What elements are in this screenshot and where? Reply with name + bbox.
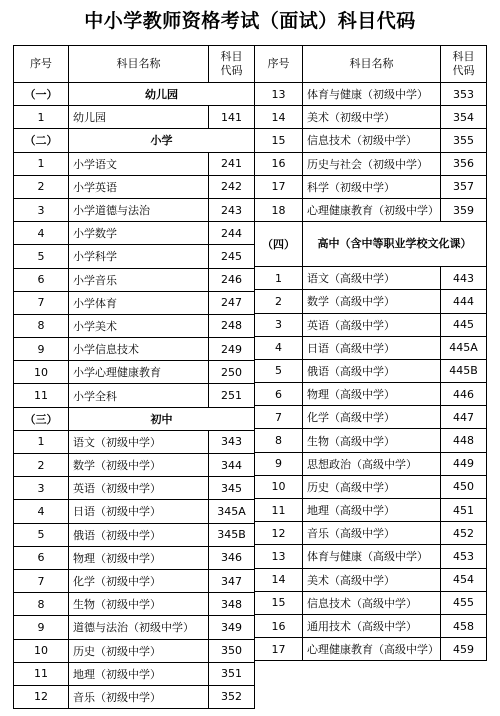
table-body-left [14,46,255,709]
section-row [14,83,255,106]
table-row [14,245,255,268]
seq-cell: 7 [14,569,69,592]
subject-code-cell: 343 [209,430,255,453]
subject-code-cell: 351 [209,662,255,685]
seq-cell: 6 [255,383,303,406]
seq-cell: 11 [14,384,69,407]
table-row [255,545,487,568]
seq-cell: 9 [255,452,303,475]
seq-cell: 1 [255,267,303,290]
subject-name-cell: 小学数学 [69,222,209,245]
seq-cell: 14 [255,106,303,129]
table-row [255,175,487,198]
table-row [255,452,487,475]
header-row [255,46,487,83]
subject-code-cell: 449 [441,452,487,475]
subject-code-cell: 359 [441,198,487,221]
header-code: 科目 代码 [441,46,487,83]
seq-cell: 10 [14,361,69,384]
subject-code-cell: 356 [441,152,487,175]
subject-code-cell: 353 [441,83,487,106]
seq-cell: 12 [255,522,303,545]
seq-cell: 3 [255,313,303,336]
subject-name-cell: 小学科学 [69,245,209,268]
seq-cell: 6 [14,268,69,291]
subject-code-cell: 445B [441,359,487,382]
section-title: 初中 [69,407,255,430]
subject-code-cell: 344 [209,454,255,477]
header-seq: 序号 [255,46,303,83]
table-body-right [255,46,487,661]
subject-name-cell: 生物（高级中学） [303,429,441,452]
subject-code-cell: 452 [441,522,487,545]
subject-code-cell: 354 [441,106,487,129]
header-name: 科目名称 [69,46,209,83]
table-row [14,268,255,291]
subject-name-cell: 体育与健康（初级中学） [303,83,441,106]
subject-name-cell: 俄语（初级中学） [69,523,209,546]
seq-cell: 11 [14,662,69,685]
subject-name-cell: 思想政治（高级中学） [303,452,441,475]
seq-cell: 12 [14,685,69,708]
table-row [14,314,255,337]
subject-name-cell: 科学（初级中学） [303,175,441,198]
header-name: 科目名称 [303,46,441,83]
subject-code-cell: 444 [441,290,487,313]
subject-code-cell: 242 [209,175,255,198]
subject-name-cell: 日语（初级中学） [69,500,209,523]
subject-name-cell: 语文（初级中学） [69,430,209,453]
table-row [14,338,255,361]
seq-cell: 14 [255,568,303,591]
seq-cell: 2 [255,290,303,313]
section-row [14,407,255,430]
subject-name-cell: 小学美术 [69,314,209,337]
table-row [255,499,487,522]
section-row [255,222,487,267]
seq-cell: 7 [14,291,69,314]
table-row [255,614,487,637]
subject-name-cell: 数学（初级中学） [69,454,209,477]
subject-name-cell: 化学（高级中学） [303,406,441,429]
subject-name-cell: 音乐（高级中学） [303,522,441,545]
seq-cell: 5 [255,359,303,382]
subject-name-cell: 小学体育 [69,291,209,314]
subject-code-cell: 248 [209,314,255,337]
table-row [14,616,255,639]
subject-code-cell: 352 [209,685,255,708]
subject-name-cell: 美术（高级中学） [303,568,441,591]
table-row [255,522,487,545]
subject-code-cell: 347 [209,569,255,592]
subject-code-cell: 357 [441,175,487,198]
seq-cell: 17 [255,638,303,661]
seq-cell: 9 [14,616,69,639]
subject-name-cell: 信息技术（高级中学） [303,591,441,614]
table-row [255,267,487,290]
table-row [14,546,255,569]
subject-name-cell: 通用技术（高级中学） [303,614,441,637]
subject-code-cell: 250 [209,361,255,384]
section-label: （一） [14,83,69,106]
section-row [14,129,255,152]
seq-cell: 9 [14,338,69,361]
subject-code-cell: 459 [441,638,487,661]
seq-cell: 16 [255,152,303,175]
table-row [255,106,487,129]
table-row [255,83,487,106]
table-row [14,361,255,384]
seq-cell: 17 [255,175,303,198]
table-row [255,359,487,382]
subject-name-cell: 幼儿园 [69,106,209,129]
table-row [255,336,487,359]
subject-name-cell: 小学语文 [69,152,209,175]
seq-cell: 3 [14,198,69,221]
document-title: 中小学教师资格考试（面试）科目代码 [84,10,416,32]
table-row [14,291,255,314]
subject-code-cell: 453 [441,545,487,568]
table-row [255,475,487,498]
seq-cell: 1 [14,152,69,175]
subject-code-cell: 355 [441,129,487,152]
seq-cell: 3 [14,477,69,500]
seq-cell: 8 [14,593,69,616]
subject-code-cell: 350 [209,639,255,662]
seq-cell: 4 [14,500,69,523]
header-seq: 序号 [14,46,69,83]
subject-code-cell: 455 [441,591,487,614]
subject-name-cell: 英语（初级中学） [69,477,209,500]
subject-code-cell: 245 [209,245,255,268]
seq-cell: 8 [255,429,303,452]
subject-name-cell: 物理（高级中学） [303,383,441,406]
subject-name-cell: 美术（初级中学） [303,106,441,129]
seq-cell: 11 [255,499,303,522]
subject-name-cell: 心理健康教育（高级中学） [303,638,441,661]
table-row [255,591,487,614]
subject-code-cell: 443 [441,267,487,290]
table-row [255,638,487,661]
seq-cell: 5 [14,245,69,268]
subject-name-cell: 小学信息技术 [69,338,209,361]
section-title: 小学 [69,129,255,152]
table-row [14,593,255,616]
table-row [255,383,487,406]
subject-code-cell: 445 [441,313,487,336]
subject-name-cell: 小学英语 [69,175,209,198]
seq-cell: 10 [14,639,69,662]
seq-cell: 1 [14,106,69,129]
table-row [14,569,255,592]
table-row [14,523,255,546]
header-row [14,46,255,83]
subject-name-cell: 小学全科 [69,384,209,407]
seq-cell: 13 [255,83,303,106]
seq-cell: 15 [255,129,303,152]
table-row [255,129,487,152]
table-row [14,662,255,685]
subject-name-cell: 信息技术（初级中学） [303,129,441,152]
table-row [14,639,255,662]
subject-name-cell: 小学道德与法治 [69,198,209,221]
subject-code-table-right [254,45,487,661]
subject-name-cell: 小学音乐 [69,268,209,291]
table-row [14,106,255,129]
subject-name-cell: 道德与法治（初级中学） [69,616,209,639]
subject-code-cell: 241 [209,152,255,175]
subject-code-cell: 247 [209,291,255,314]
seq-cell: 4 [14,222,69,245]
subject-name-cell: 物理（初级中学） [69,546,209,569]
seq-cell: 5 [14,523,69,546]
subject-code-cell: 249 [209,338,255,361]
subject-name-cell: 地理（高级中学） [303,499,441,522]
table-row [14,384,255,407]
subject-code-cell: 445A [441,336,487,359]
subject-code-cell: 345B [209,523,255,546]
subject-code-table-left [13,45,255,709]
table-row [14,152,255,175]
subject-name-cell: 化学（初级中学） [69,569,209,592]
table-row [255,568,487,591]
table-row [255,429,487,452]
subject-code-cell: 458 [441,614,487,637]
subject-code-cell: 345 [209,477,255,500]
subject-code-cell: 446 [441,383,487,406]
subject-code-cell: 454 [441,568,487,591]
subject-code-cell: 141 [209,106,255,129]
table-row [14,477,255,500]
seq-cell: 10 [255,475,303,498]
subject-code-cell: 451 [441,499,487,522]
seq-cell: 8 [14,314,69,337]
section-title: 幼儿园 [69,83,255,106]
subject-name-cell: 历史（初级中学） [69,639,209,662]
subject-code-cell: 246 [209,268,255,291]
seq-cell: 4 [255,336,303,359]
subject-name-cell: 历史（高级中学） [303,475,441,498]
subject-name-cell: 历史与社会（初级中学） [303,152,441,175]
section-label: （三） [14,407,69,430]
subject-name-cell: 体育与健康（高级中学） [303,545,441,568]
header-code: 科目 代码 [209,46,255,83]
subject-code-cell: 251 [209,384,255,407]
subject-name-cell: 数学（高级中学） [303,290,441,313]
subject-name-cell: 小学心理健康教育 [69,361,209,384]
subject-name-cell: 生物（初级中学） [69,593,209,616]
seq-cell: 6 [14,546,69,569]
table-row [14,222,255,245]
subject-code-cell: 244 [209,222,255,245]
subject-code-cell: 346 [209,546,255,569]
table-row [255,290,487,313]
table-row [255,313,487,336]
seq-cell: 1 [14,430,69,453]
subject-name-cell: 俄语（高级中学） [303,359,441,382]
subject-code-cell: 243 [209,198,255,221]
subject-name-cell: 心理健康教育（初级中学） [303,198,441,221]
section-label: （四） [255,222,303,267]
subject-code-cell: 348 [209,593,255,616]
table-row [14,500,255,523]
subject-name-cell: 语文（高级中学） [303,267,441,290]
subject-name-cell: 日语（高级中学） [303,336,441,359]
table-row [255,198,487,221]
table-row [14,198,255,221]
table-row [255,152,487,175]
seq-cell: 16 [255,614,303,637]
table-row [14,430,255,453]
subject-name-cell: 地理（初级中学） [69,662,209,685]
seq-cell: 18 [255,198,303,221]
subject-name-cell: 英语（高级中学） [303,313,441,336]
seq-cell: 2 [14,175,69,198]
seq-cell: 7 [255,406,303,429]
section-title: 高中（含中等职业学校文化课） [303,222,487,267]
subject-name-cell: 音乐（初级中学） [69,685,209,708]
table-row [14,685,255,708]
seq-cell: 15 [255,591,303,614]
seq-cell: 13 [255,545,303,568]
seq-cell: 2 [14,454,69,477]
subject-code-cell: 448 [441,429,487,452]
subject-code-cell: 447 [441,406,487,429]
section-label: （二） [14,129,69,152]
subject-code-cell: 345A [209,500,255,523]
subject-code-cell: 450 [441,475,487,498]
table-row [255,406,487,429]
table-row [14,454,255,477]
subject-code-cell: 349 [209,616,255,639]
table-row [14,175,255,198]
